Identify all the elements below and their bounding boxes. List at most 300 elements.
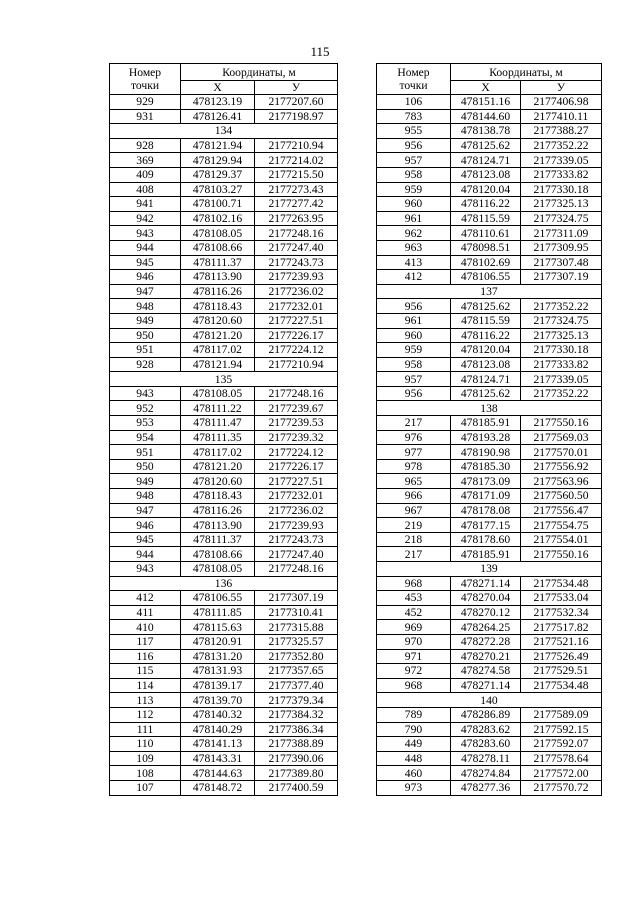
section-number: 138	[377, 401, 602, 416]
table-row	[110, 780, 338, 795]
point-number-cell: 460	[377, 766, 451, 781]
x-column-header: X	[451, 81, 521, 95]
x-coordinate-cell: 478126.41	[181, 109, 255, 124]
x-coordinate-cell: 478117.02	[181, 445, 255, 460]
x-coordinate-cell: 478264.25	[451, 620, 521, 635]
table-row	[110, 430, 338, 445]
coordinates-table-left	[109, 63, 338, 796]
section-number: 135	[110, 372, 338, 387]
table-row	[377, 489, 602, 504]
point-number-header-line2: точки	[130, 79, 160, 92]
point-number-cell: 968	[377, 678, 451, 693]
table-row	[377, 124, 602, 139]
table-row	[110, 416, 338, 431]
point-number-cell: 928	[110, 138, 181, 153]
x-coordinate-cell: 478139.70	[181, 693, 255, 708]
table-row	[377, 430, 602, 445]
section-number: 140	[377, 693, 602, 708]
x-coordinate-cell: 478098.51	[451, 240, 521, 255]
x-coordinate-cell: 478270.12	[451, 605, 521, 620]
point-number-cell: 963	[377, 240, 451, 255]
table-row	[377, 707, 602, 722]
y-coordinate-cell: 2177325.13	[521, 197, 602, 212]
x-coordinate-cell: 478121.20	[181, 459, 255, 474]
point-number-cell: 973	[377, 780, 451, 795]
y-coordinate-cell: 2177330.18	[521, 343, 602, 358]
x-coordinate-cell: 478120.04	[451, 182, 521, 197]
point-number-cell: 217	[377, 547, 451, 562]
x-coordinate-cell: 478141.13	[181, 737, 255, 752]
table-row	[110, 751, 338, 766]
y-coordinate-cell: 2177352.22	[521, 386, 602, 401]
y-coordinate-cell: 2177388.89	[255, 737, 338, 752]
x-coordinate-cell: 478111.35	[181, 430, 255, 445]
y-coordinate-cell: 2177248.16	[255, 226, 338, 241]
table-row	[377, 445, 602, 460]
point-number-cell: 928	[110, 357, 181, 372]
point-number-cell: 929	[110, 95, 181, 110]
y-coordinate-cell: 2177232.01	[255, 299, 338, 314]
x-coordinate-cell: 478178.08	[451, 503, 521, 518]
table-row	[110, 591, 338, 606]
y-coordinate-cell: 2177560.50	[521, 489, 602, 504]
x-coordinate-cell: 478102.16	[181, 211, 255, 226]
y-coordinate-cell: 2177377.40	[255, 678, 338, 693]
y-coordinate-cell: 2177384.32	[255, 707, 338, 722]
point-number-cell: 955	[377, 124, 451, 139]
point-number-cell: 976	[377, 430, 451, 445]
point-number-cell: 111	[110, 722, 181, 737]
y-coordinate-cell: 2177532.34	[521, 605, 602, 620]
x-coordinate-cell: 478278.11	[451, 751, 521, 766]
point-number-cell: 945	[110, 255, 181, 270]
point-number-cell: 943	[110, 226, 181, 241]
right-table-body	[377, 95, 602, 796]
x-coordinate-cell: 478129.37	[181, 167, 255, 182]
table-row	[110, 518, 338, 533]
point-number-cell: 783	[377, 109, 451, 124]
y-coordinate-cell: 2177207.60	[255, 95, 338, 110]
x-coordinate-cell: 478120.91	[181, 634, 255, 649]
y-coordinate-cell: 2177563.96	[521, 474, 602, 489]
section-title-row	[377, 693, 602, 708]
table-row	[377, 503, 602, 518]
point-number-header-line1: Номер	[397, 66, 430, 79]
point-number-cell: 965	[377, 474, 451, 489]
x-coordinate-cell: 478138.78	[451, 124, 521, 139]
point-number-cell: 112	[110, 707, 181, 722]
section-number: 139	[377, 562, 602, 577]
y-coordinate-cell: 2177324.75	[521, 313, 602, 328]
y-coordinate-cell: 2177227.51	[255, 313, 338, 328]
point-number-cell: 117	[110, 634, 181, 649]
x-coordinate-cell: 478277.36	[451, 780, 521, 795]
y-column-header: У	[255, 81, 338, 95]
table-row	[377, 328, 602, 343]
x-coordinate-cell: 478115.59	[451, 313, 521, 328]
y-coordinate-cell: 2177352.22	[521, 138, 602, 153]
y-coordinate-cell: 2177198.97	[255, 109, 338, 124]
x-coordinate-cell: 478118.43	[181, 489, 255, 504]
y-coordinate-cell: 2177352.22	[521, 299, 602, 314]
table-row	[110, 503, 338, 518]
point-number-cell: 413	[377, 255, 451, 270]
point-number-cell: 954	[110, 430, 181, 445]
y-coordinate-cell: 2177325.13	[521, 328, 602, 343]
x-coordinate-cell: 478131.93	[181, 664, 255, 679]
table-row	[377, 547, 602, 562]
coordinates-header: Координаты, м	[181, 64, 338, 81]
x-coordinate-cell: 478108.66	[181, 240, 255, 255]
y-coordinate-cell: 2177556.47	[521, 503, 602, 518]
y-coordinate-cell: 2177572.00	[521, 766, 602, 781]
y-coordinate-cell: 2177526.49	[521, 649, 602, 664]
section-number: 137	[377, 284, 602, 299]
x-coordinate-cell: 478144.60	[451, 109, 521, 124]
point-number-cell: 958	[377, 357, 451, 372]
y-coordinate-cell: 2177210.94	[255, 138, 338, 153]
point-number-cell: 949	[110, 474, 181, 489]
table-row	[377, 197, 602, 212]
table-row	[377, 386, 602, 401]
table-row	[377, 634, 602, 649]
y-coordinate-cell: 2177534.48	[521, 678, 602, 693]
point-number-cell: 944	[110, 240, 181, 255]
x-coordinate-cell: 478115.59	[451, 211, 521, 226]
y-coordinate-cell: 2177389.80	[255, 766, 338, 781]
point-number-cell: 956	[377, 386, 451, 401]
table-row	[377, 766, 602, 781]
x-coordinate-cell: 478111.47	[181, 416, 255, 431]
section-title-row	[377, 401, 602, 416]
x-coordinate-cell: 478173.09	[451, 474, 521, 489]
table-row	[110, 722, 338, 737]
point-number-cell: 970	[377, 634, 451, 649]
y-coordinate-cell: 2177239.93	[255, 270, 338, 285]
x-coordinate-cell: 478108.66	[181, 547, 255, 562]
x-coordinate-cell: 478124.71	[451, 153, 521, 168]
section-title-row	[377, 562, 602, 577]
point-number-cell: 953	[110, 416, 181, 431]
y-coordinate-cell: 2177410.11	[521, 109, 602, 124]
x-coordinate-cell: 478274.58	[451, 664, 521, 679]
point-number-cell: 942	[110, 211, 181, 226]
x-coordinate-cell: 478271.14	[451, 678, 521, 693]
x-coordinate-cell: 478143.31	[181, 751, 255, 766]
section-number: 134	[110, 124, 338, 139]
x-coordinate-cell: 478121.94	[181, 138, 255, 153]
table-row	[377, 357, 602, 372]
table-row	[110, 386, 338, 401]
table-row	[377, 459, 602, 474]
section-number: 136	[110, 576, 338, 591]
y-coordinate-cell: 2177214.02	[255, 153, 338, 168]
point-number-cell: 957	[377, 153, 451, 168]
table-row	[377, 211, 602, 226]
table-row	[110, 313, 338, 328]
table-row	[377, 576, 602, 591]
point-number-cell: 951	[110, 343, 181, 358]
table-row	[377, 138, 602, 153]
y-coordinate-cell: 2177315.88	[255, 620, 338, 635]
table-row	[377, 240, 602, 255]
point-number-cell: 969	[377, 620, 451, 635]
table-row	[110, 211, 338, 226]
x-coordinate-cell: 478144.63	[181, 766, 255, 781]
y-coordinate-cell: 2177386.34	[255, 722, 338, 737]
x-coordinate-cell: 478108.05	[181, 386, 255, 401]
y-coordinate-cell: 2177379.34	[255, 693, 338, 708]
table-row	[110, 459, 338, 474]
y-coordinate-cell: 2177239.53	[255, 416, 338, 431]
table-row	[377, 299, 602, 314]
table-row	[110, 153, 338, 168]
table-row	[110, 737, 338, 752]
table-row	[110, 474, 338, 489]
x-coordinate-cell: 478185.91	[451, 416, 521, 431]
point-number-cell: 966	[377, 489, 451, 504]
point-number-cell: 931	[110, 109, 181, 124]
y-coordinate-cell: 2177521.16	[521, 634, 602, 649]
point-number-cell: 972	[377, 664, 451, 679]
x-coordinate-cell: 478116.26	[181, 284, 255, 299]
point-number-header-line2: точки	[399, 79, 428, 92]
y-coordinate-cell: 2177570.01	[521, 445, 602, 460]
point-number-cell: 947	[110, 503, 181, 518]
point-number-cell: 452	[377, 605, 451, 620]
table-row	[377, 518, 602, 533]
x-coordinate-cell: 478111.85	[181, 605, 255, 620]
point-number-cell: 369	[110, 153, 181, 168]
point-number-cell: 951	[110, 445, 181, 460]
point-number-cell: 958	[377, 167, 451, 182]
y-coordinate-cell: 2177226.17	[255, 328, 338, 343]
point-number-cell: 943	[110, 386, 181, 401]
table-row	[110, 401, 338, 416]
point-number-cell: 449	[377, 737, 451, 752]
x-coordinate-cell: 478178.60	[451, 532, 521, 547]
point-number-cell: 968	[377, 576, 451, 591]
y-coordinate-cell: 2177406.98	[521, 95, 602, 110]
x-coordinate-cell: 478185.91	[451, 547, 521, 562]
x-coordinate-cell: 478103.27	[181, 182, 255, 197]
x-coordinate-cell: 478111.37	[181, 532, 255, 547]
y-coordinate-cell: 2177569.03	[521, 430, 602, 445]
y-coordinate-cell: 2177357.65	[255, 664, 338, 679]
table-row	[377, 664, 602, 679]
point-number-cell: 448	[377, 751, 451, 766]
table-row	[377, 109, 602, 124]
y-column-header: У	[521, 81, 602, 95]
table-row	[110, 634, 338, 649]
section-title-row	[110, 124, 338, 139]
point-number-cell: 453	[377, 591, 451, 606]
y-coordinate-cell: 2177517.82	[521, 620, 602, 635]
y-coordinate-cell: 2177529.51	[521, 664, 602, 679]
x-coordinate-cell: 478125.62	[451, 299, 521, 314]
point-number-cell: 114	[110, 678, 181, 693]
y-coordinate-cell: 2177390.06	[255, 751, 338, 766]
y-coordinate-cell: 2177236.02	[255, 284, 338, 299]
y-coordinate-cell: 2177224.12	[255, 343, 338, 358]
y-coordinate-cell: 2177556.92	[521, 459, 602, 474]
x-coordinate-cell: 478120.60	[181, 474, 255, 489]
y-coordinate-cell: 2177307.19	[255, 591, 338, 606]
y-coordinate-cell: 2177388.27	[521, 124, 602, 139]
y-coordinate-cell: 2177227.51	[255, 474, 338, 489]
point-number-cell: 412	[377, 270, 451, 285]
page-number: 115	[310, 44, 330, 59]
y-coordinate-cell: 2177330.18	[521, 182, 602, 197]
table-row	[377, 95, 602, 110]
section-title-row	[110, 576, 338, 591]
x-coordinate-cell: 478190.98	[451, 445, 521, 460]
y-coordinate-cell: 2177339.05	[521, 153, 602, 168]
table-row	[377, 416, 602, 431]
point-number-header-line1: Номер	[128, 66, 162, 79]
y-coordinate-cell: 2177248.16	[255, 386, 338, 401]
x-coordinate-cell: 478131.20	[181, 649, 255, 664]
x-coordinate-cell: 478123.08	[451, 357, 521, 372]
table-row	[110, 240, 338, 255]
x-coordinate-cell: 478115.63	[181, 620, 255, 635]
point-number-header	[110, 64, 181, 95]
y-coordinate-cell: 2177247.40	[255, 547, 338, 562]
table-row	[110, 357, 338, 372]
x-coordinate-cell: 478111.37	[181, 255, 255, 270]
table-row	[110, 328, 338, 343]
table-row	[377, 678, 602, 693]
x-coordinate-cell: 478111.22	[181, 401, 255, 416]
x-coordinate-cell: 478113.90	[181, 518, 255, 533]
table-row	[110, 226, 338, 241]
y-coordinate-cell: 2177554.75	[521, 518, 602, 533]
section-title-row	[110, 372, 338, 387]
y-coordinate-cell: 2177243.73	[255, 255, 338, 270]
y-coordinate-cell: 2177307.19	[521, 270, 602, 285]
point-number-cell: 410	[110, 620, 181, 635]
x-coordinate-cell: 478121.94	[181, 357, 255, 372]
point-number-cell: 943	[110, 562, 181, 577]
x-coordinate-cell: 478106.55	[451, 270, 521, 285]
y-coordinate-cell: 2177534.48	[521, 576, 602, 591]
y-coordinate-cell: 2177324.75	[521, 211, 602, 226]
x-coordinate-cell: 478116.26	[181, 503, 255, 518]
x-column-header: X	[181, 81, 255, 95]
x-coordinate-cell: 478286.89	[451, 707, 521, 722]
y-coordinate-cell: 2177550.16	[521, 547, 602, 562]
coordinates-table-right	[376, 63, 602, 796]
x-coordinate-cell: 478108.05	[181, 226, 255, 241]
y-coordinate-cell: 2177239.32	[255, 430, 338, 445]
table-row	[110, 605, 338, 620]
point-number-cell: 411	[110, 605, 181, 620]
point-number-cell: 967	[377, 503, 451, 518]
point-number-cell: 409	[110, 167, 181, 182]
table-row	[377, 182, 602, 197]
point-number-cell: 971	[377, 649, 451, 664]
x-coordinate-cell: 478271.14	[451, 576, 521, 591]
table-row	[377, 270, 602, 285]
point-number-cell: 962	[377, 226, 451, 241]
table-row	[110, 167, 338, 182]
table-row	[110, 182, 338, 197]
x-coordinate-cell: 478193.28	[451, 430, 521, 445]
x-coordinate-cell: 478108.05	[181, 562, 255, 577]
y-coordinate-cell: 2177333.82	[521, 357, 602, 372]
y-coordinate-cell: 2177248.16	[255, 562, 338, 577]
point-number-cell: 941	[110, 197, 181, 212]
y-coordinate-cell: 2177400.59	[255, 780, 338, 795]
y-coordinate-cell: 2177589.09	[521, 707, 602, 722]
table-row	[377, 474, 602, 489]
table-row	[110, 299, 338, 314]
table-row	[377, 313, 602, 328]
table-row	[377, 722, 602, 737]
y-coordinate-cell: 2177232.01	[255, 489, 338, 504]
x-coordinate-cell: 478185.30	[451, 459, 521, 474]
x-coordinate-cell: 478148.72	[181, 780, 255, 795]
table-row	[377, 780, 602, 795]
x-coordinate-cell: 478270.21	[451, 649, 521, 664]
x-coordinate-cell: 478140.32	[181, 707, 255, 722]
x-coordinate-cell: 478139.17	[181, 678, 255, 693]
point-number-cell: 412	[110, 591, 181, 606]
x-coordinate-cell: 478140.29	[181, 722, 255, 737]
point-number-cell: 108	[110, 766, 181, 781]
table-row	[110, 343, 338, 358]
table-row	[110, 532, 338, 547]
point-number-cell: 106	[377, 95, 451, 110]
y-coordinate-cell: 2177309.95	[521, 240, 602, 255]
table-row	[377, 372, 602, 387]
x-coordinate-cell: 478116.22	[451, 197, 521, 212]
point-number-cell: 956	[377, 299, 451, 314]
x-coordinate-cell: 478129.94	[181, 153, 255, 168]
y-coordinate-cell: 2177339.05	[521, 372, 602, 387]
x-coordinate-cell: 478125.62	[451, 386, 521, 401]
x-coordinate-cell: 478270.04	[451, 591, 521, 606]
x-coordinate-cell: 478118.43	[181, 299, 255, 314]
point-number-cell: 946	[110, 518, 181, 533]
x-coordinate-cell: 478123.19	[181, 95, 255, 110]
y-coordinate-cell: 2177333.82	[521, 167, 602, 182]
table-row	[110, 138, 338, 153]
table-row	[110, 489, 338, 504]
y-coordinate-cell: 2177570.72	[521, 780, 602, 795]
y-coordinate-cell: 2177578.64	[521, 751, 602, 766]
y-coordinate-cell: 2177592.15	[521, 722, 602, 737]
point-number-cell: 952	[110, 401, 181, 416]
x-coordinate-cell: 478110.61	[451, 226, 521, 241]
point-number-cell: 959	[377, 343, 451, 358]
table-row	[110, 109, 338, 124]
table-row	[110, 255, 338, 270]
y-coordinate-cell: 2177224.12	[255, 445, 338, 460]
table-row	[110, 766, 338, 781]
x-coordinate-cell: 478171.09	[451, 489, 521, 504]
point-number-cell: 977	[377, 445, 451, 460]
table-row	[377, 153, 602, 168]
x-coordinate-cell: 478272.28	[451, 634, 521, 649]
x-coordinate-cell: 478283.62	[451, 722, 521, 737]
table-row	[377, 620, 602, 635]
coordinates-header: Координаты, м	[451, 64, 602, 81]
y-coordinate-cell: 2177273.43	[255, 182, 338, 197]
x-coordinate-cell: 478151.16	[451, 95, 521, 110]
y-coordinate-cell: 2177243.73	[255, 532, 338, 547]
table-row	[110, 678, 338, 693]
